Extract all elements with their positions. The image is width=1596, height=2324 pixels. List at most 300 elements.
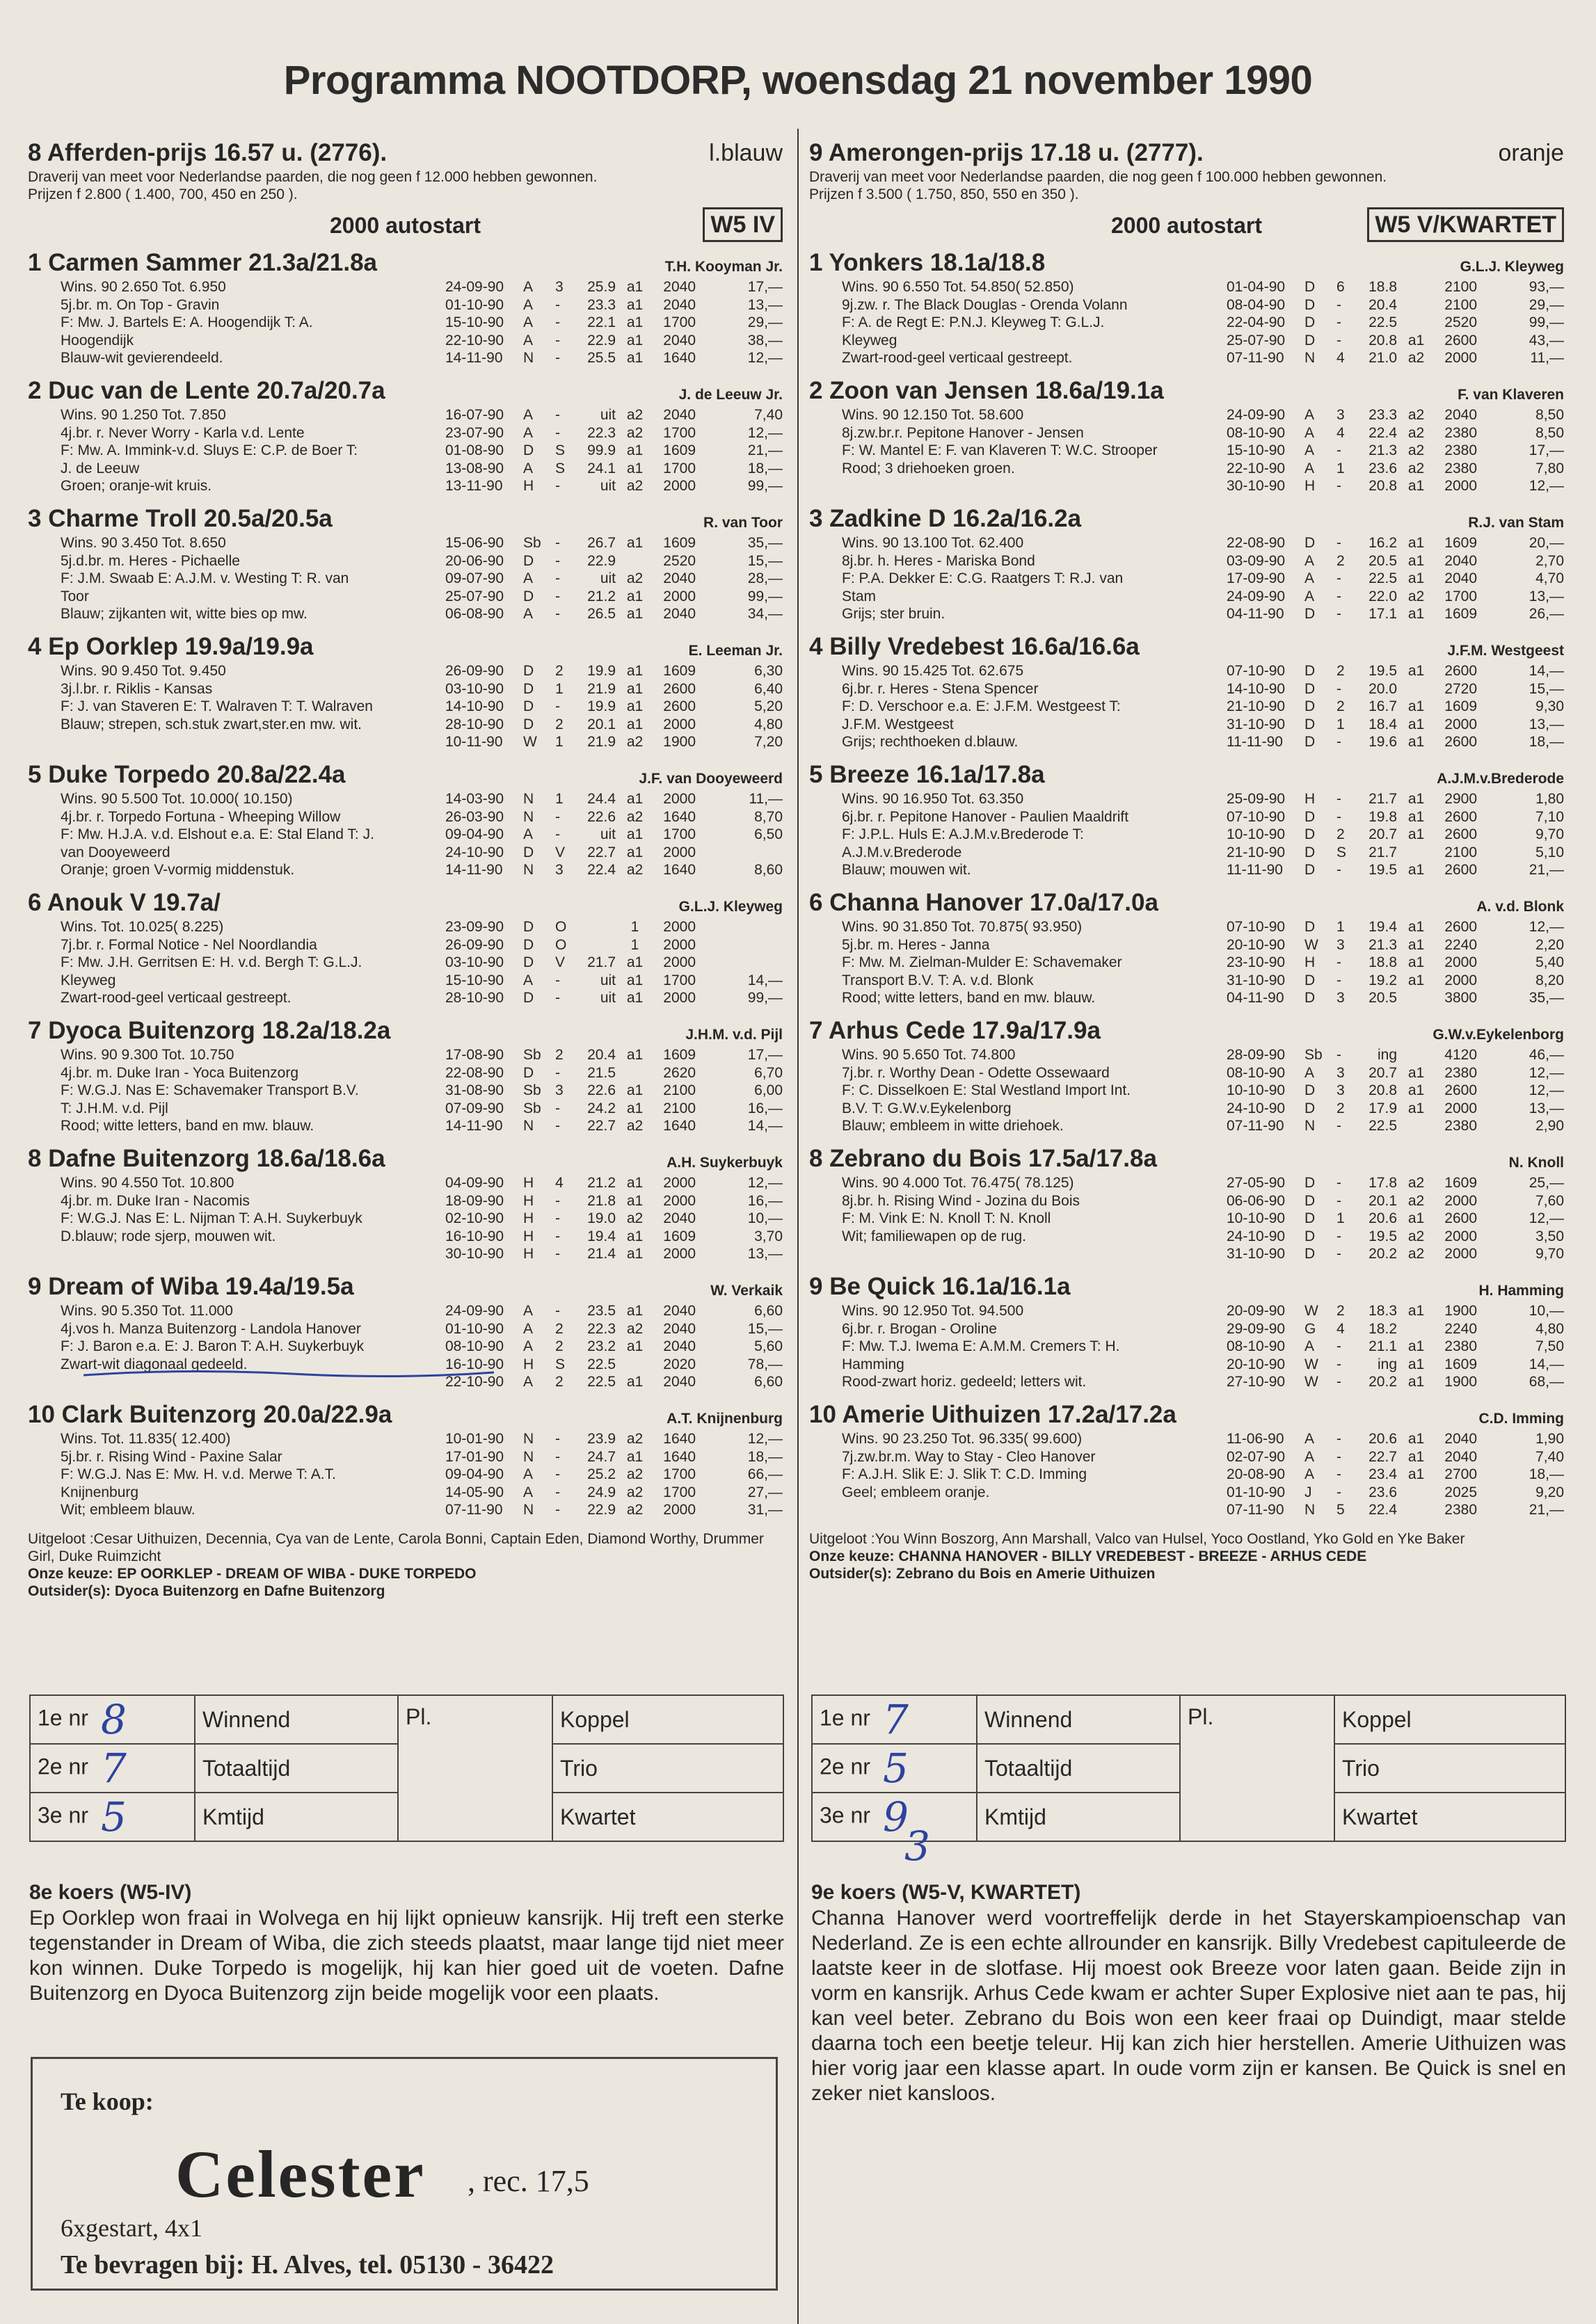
horse-info bbox=[842, 790, 1252, 879]
ad-horse-name: Celester bbox=[175, 2137, 426, 2211]
form-row bbox=[445, 861, 783, 879]
horse-info bbox=[61, 406, 471, 495]
form-row bbox=[445, 1320, 783, 1338]
form-cell: 7,40 bbox=[754, 407, 783, 423]
form-cell: 12,— bbox=[1529, 478, 1564, 495]
form-cell: - bbox=[1336, 972, 1341, 988]
form-cell: 23-10-90 bbox=[1227, 954, 1286, 971]
form-cell: a1 bbox=[1407, 606, 1425, 623]
form-cell: 1 bbox=[630, 919, 639, 935]
info-line: F: Mw. A. Immink-v.d. Sluys E: C.P. de Boer T: bbox=[61, 442, 358, 459]
race-footer bbox=[809, 1530, 1564, 1582]
form-row bbox=[445, 844, 783, 862]
form-cell: H bbox=[523, 478, 534, 495]
form-cell: - bbox=[555, 570, 560, 587]
form-cell: 1609 bbox=[1444, 1175, 1477, 1191]
form-cell: W bbox=[1304, 1374, 1318, 1391]
entries-list bbox=[809, 249, 1564, 1529]
form-cell: D bbox=[1304, 663, 1316, 679]
keuze-line bbox=[28, 1565, 783, 1582]
horse-info bbox=[842, 406, 1252, 477]
form-cell: 23.2 bbox=[587, 1338, 616, 1355]
horse-name: 9 Be Quick 16.1a/16.1a bbox=[809, 1273, 1071, 1300]
form-cell: 3 bbox=[555, 862, 564, 879]
form-cell: - bbox=[1336, 570, 1341, 587]
form-cell: 34,— bbox=[747, 606, 783, 623]
form-cell: a1 bbox=[626, 442, 644, 459]
form-cell: 02-10-90 bbox=[445, 1210, 504, 1227]
info-line: 7j.br. r. Formal Notice - Nel Noordlandia bbox=[61, 936, 317, 953]
form-cell: 19.5 bbox=[1368, 862, 1397, 879]
form-cell: 2900 bbox=[1444, 791, 1477, 807]
form-cell: - bbox=[1336, 1175, 1341, 1191]
form-cell: 07-11-90 bbox=[445, 1502, 503, 1518]
info-line: Hoogendijk bbox=[61, 332, 134, 348]
form-cell: 4,80 bbox=[754, 716, 783, 732]
horse-info bbox=[61, 534, 471, 623]
trainer: A.H. Suykerbuyk bbox=[667, 1155, 783, 1171]
form-cell: 4 bbox=[1336, 1320, 1345, 1337]
form-row bbox=[1227, 1430, 1564, 1448]
form-cell bbox=[696, 844, 783, 862]
form-row bbox=[1227, 1064, 1564, 1082]
form-cell: 99,— bbox=[747, 990, 783, 1007]
result-label-1: 1e nr bbox=[38, 1705, 88, 1731]
form-cell: a2 bbox=[1407, 1246, 1425, 1263]
info-line: 4j.br. m. Duke Iran - Yoca Buitenzorg bbox=[61, 1064, 299, 1081]
form-cell: 1609 bbox=[663, 442, 696, 459]
form-cell: 2000 bbox=[663, 990, 696, 1007]
form-row bbox=[445, 570, 783, 588]
entries-list bbox=[28, 249, 783, 1529]
form-cell: 7,60 bbox=[1535, 1192, 1564, 1209]
form-cell: 2 bbox=[555, 663, 564, 679]
info-line: Grijs; ster bruin. bbox=[842, 606, 945, 623]
form-cell bbox=[696, 954, 783, 972]
form-cell: 1,90 bbox=[1535, 1431, 1564, 1447]
keuze-label: Onze keuze: bbox=[28, 1566, 113, 1582]
form-cell: - bbox=[555, 1466, 560, 1483]
form-cell: 2380 bbox=[1444, 1502, 1477, 1518]
form-cell: 1609 bbox=[663, 535, 696, 551]
form-cell: A bbox=[523, 606, 534, 623]
trainer: J.H.M. v.d. Pijl bbox=[685, 1027, 783, 1043]
form-cell: - bbox=[1336, 314, 1341, 331]
form-row bbox=[445, 698, 783, 716]
form-row bbox=[1227, 716, 1564, 734]
form-cell: 17-01-90 bbox=[445, 1448, 504, 1465]
form-cell bbox=[1397, 844, 1435, 862]
handwritten-4: 3 bbox=[904, 1822, 930, 1870]
form-cell: W bbox=[1304, 1356, 1318, 1372]
form-cell: A bbox=[1304, 570, 1315, 587]
form-cell: D bbox=[1304, 808, 1316, 825]
info-line: Wins. 90 13.100 Tot. 62.400 bbox=[842, 535, 1024, 551]
form-cell: 28-10-90 bbox=[445, 990, 504, 1007]
race-prize-line: Prijzen f 3.500 ( 1.750, 850, 550 en 350 ). bbox=[809, 186, 1079, 202]
form-cell: a2 bbox=[626, 1210, 644, 1227]
form-cell: 29-09-90 bbox=[1227, 1320, 1286, 1337]
form-cell: 11,— bbox=[1530, 350, 1564, 367]
race-column-left bbox=[28, 139, 783, 1600]
form-cell: 1640 bbox=[663, 350, 696, 367]
horse-info bbox=[61, 278, 471, 367]
form-cell: D bbox=[523, 844, 534, 860]
form-cell: 2600 bbox=[1444, 1082, 1477, 1099]
form-cell: 1 bbox=[630, 936, 639, 953]
form-cell: a1 bbox=[1407, 826, 1425, 843]
form-cell: 10-10-90 bbox=[1227, 826, 1286, 843]
info-line: Wins. Tot. 11.835( 12.400) bbox=[61, 1431, 231, 1447]
info-line: Wins. 90 12.150 Tot. 58.600 bbox=[842, 407, 1024, 423]
form-cell: N bbox=[523, 808, 534, 825]
info-line: Wins. 90 9.300 Tot. 10.750 bbox=[61, 1047, 234, 1063]
info-line: Knijnenburg bbox=[61, 1484, 139, 1500]
form-row bbox=[445, 662, 783, 680]
info-line: D.blauw; rode sjerp, mouwen wit. bbox=[61, 1228, 276, 1244]
entry bbox=[28, 633, 783, 761]
form-cell: - bbox=[1336, 1246, 1341, 1263]
form-cell: a1 bbox=[1407, 478, 1425, 495]
form-cell: A bbox=[523, 1320, 534, 1337]
form-cell: - bbox=[1336, 332, 1341, 348]
form-cell: D bbox=[523, 936, 534, 953]
form-cell: - bbox=[555, 1192, 560, 1209]
form-cell: 11-11-90 bbox=[1227, 734, 1283, 751]
prediction-title: 9e koers (W5-V, KWARTET) bbox=[811, 1881, 1081, 1904]
info-line: F: W.G.J. Nas E: L. Nijman T: A.H. Suykerbuyk bbox=[61, 1210, 362, 1227]
form-cell: 2720 bbox=[1444, 680, 1477, 697]
form-cell: 21.7 bbox=[1368, 791, 1397, 807]
form-row bbox=[445, 826, 783, 844]
form-cell: - bbox=[555, 424, 560, 441]
form-cell: D bbox=[1304, 332, 1316, 348]
form-cell: a2 bbox=[1407, 1228, 1425, 1244]
horse-name: 5 Duke Torpedo 20.8a/22.4a bbox=[28, 761, 346, 788]
form-cell: V bbox=[555, 954, 566, 971]
info-line: Kleyweg bbox=[842, 332, 897, 348]
info-line: Wins. 90 5.350 Tot. 11.000 bbox=[61, 1303, 233, 1319]
form-cell: a2 bbox=[1407, 407, 1425, 423]
form-cell: A bbox=[1304, 442, 1315, 459]
form-cell: D bbox=[523, 919, 534, 935]
form-cell: 2000 bbox=[663, 716, 696, 732]
race-start: 2000 autostart bbox=[330, 213, 481, 238]
info-line: 4j.br. r. Never Worry - Karla v.d. Lente bbox=[61, 424, 305, 441]
form-cell: 2000 bbox=[663, 844, 696, 860]
trainer: C.D. Imming bbox=[1478, 1411, 1564, 1427]
form-cell: 25.9 bbox=[587, 279, 616, 295]
form-cell: ing bbox=[1377, 1047, 1397, 1063]
race-heading-row bbox=[809, 139, 1564, 167]
form-cell bbox=[696, 918, 783, 936]
handwritten-3: 5 bbox=[100, 1793, 127, 1841]
form-cell: 2600 bbox=[1444, 826, 1477, 843]
form-cell: 08-10-90 bbox=[1227, 424, 1286, 441]
form-cell: 04-11-90 bbox=[1227, 990, 1284, 1007]
form-cell: 14,— bbox=[747, 1118, 783, 1135]
form-cell: 1640 bbox=[663, 862, 696, 879]
info-line: Blauw-wit gevierendeeld. bbox=[61, 350, 223, 367]
form-cell: 2040 bbox=[1444, 1431, 1477, 1447]
form-cell: 14,— bbox=[1529, 1356, 1564, 1372]
form-cell: H bbox=[523, 1228, 534, 1244]
result-label-2: 2e nr bbox=[820, 1754, 870, 1779]
form-cell: 2380 bbox=[1444, 1064, 1477, 1081]
form-cell: 22.6 bbox=[587, 808, 616, 825]
info-line: F: C. Disselkoen E: Stal Westland Import Int. bbox=[842, 1082, 1131, 1099]
form-cell: 20.0 bbox=[1368, 680, 1397, 697]
horse-name: 10 Amerie Uithuizen 17.2a/17.2a bbox=[809, 1401, 1176, 1428]
form-cell: - bbox=[555, 588, 560, 604]
form-cell: 7,80 bbox=[1535, 460, 1564, 476]
form-cell: 12,— bbox=[747, 1431, 783, 1447]
form-row bbox=[445, 534, 783, 552]
race-bet-type: W5 IV bbox=[703, 207, 783, 242]
form-row bbox=[445, 442, 783, 460]
prediction-title: 8e koers (W5-IV) bbox=[29, 1881, 192, 1904]
handwritten-2: 7 bbox=[100, 1745, 127, 1792]
form-cell: a1 bbox=[626, 954, 644, 971]
form-cell: - bbox=[1336, 1356, 1341, 1372]
entry bbox=[28, 761, 783, 889]
form-cell: 2000 bbox=[663, 1246, 696, 1263]
horse-name: 9 Dream of Wiba 19.4a/19.5a bbox=[28, 1273, 354, 1300]
result-cell-1 bbox=[30, 1695, 195, 1744]
form-row bbox=[1227, 314, 1564, 332]
form-cell: - bbox=[1336, 535, 1341, 551]
form-cell: H bbox=[1304, 791, 1316, 807]
form-cell: 19.9 bbox=[587, 698, 616, 715]
form-row bbox=[1227, 1302, 1564, 1320]
form-cell: 2 bbox=[555, 1047, 564, 1063]
form-cell: a1 bbox=[1407, 1356, 1425, 1372]
form-cell: 26,— bbox=[1529, 606, 1564, 623]
form-cell: 16-10-90 bbox=[445, 1356, 504, 1372]
form-cell: 16-07-90 bbox=[445, 407, 504, 423]
form-cell: 22-04-90 bbox=[1227, 314, 1286, 331]
form-cell: 2 bbox=[555, 1338, 564, 1355]
form-row bbox=[445, 790, 783, 808]
form-cell: a1 bbox=[1407, 1448, 1425, 1465]
form-cell: 16,— bbox=[747, 1100, 783, 1116]
form-cell: 2000 bbox=[663, 954, 696, 971]
info-line: 5j.br. m. Heres - Janna bbox=[842, 936, 990, 953]
form-cell: - bbox=[1336, 1484, 1341, 1500]
form-lines bbox=[1227, 406, 1564, 495]
info-line: F: W.G.J. Nas E: Schavemaker Transport B.V. bbox=[61, 1082, 359, 1099]
form-row bbox=[1227, 680, 1564, 698]
horse-info bbox=[842, 1430, 1252, 1501]
info-line: Wins. 90 16.950 Tot. 63.350 bbox=[842, 791, 1024, 807]
form-cell: W bbox=[523, 734, 537, 751]
form-row bbox=[1227, 1484, 1564, 1502]
form-cell: 1609 bbox=[663, 1047, 696, 1063]
form-cell: 2240 bbox=[1444, 936, 1477, 953]
form-cell bbox=[1397, 278, 1435, 296]
form-cell: 24.9 bbox=[587, 1484, 616, 1500]
info-line: F: Mw. J. Bartels E: A. Hoogendijk T: A. bbox=[61, 314, 313, 331]
race-heading: 8 Afferden-prijs 16.57 u. (2776). bbox=[28, 139, 388, 166]
form-cell: 2040 bbox=[663, 1210, 696, 1227]
form-cell: 20.8 bbox=[1368, 332, 1397, 348]
race-description bbox=[28, 168, 783, 203]
form-cell: 22.0 bbox=[1368, 588, 1397, 604]
form-cell: 22.5 bbox=[587, 1356, 616, 1372]
form-cell: - bbox=[555, 606, 560, 623]
result-cell-3 bbox=[812, 1793, 977, 1841]
trio-label: Trio bbox=[1334, 1744, 1565, 1793]
result-cell-2 bbox=[812, 1744, 977, 1793]
horse-info bbox=[842, 278, 1252, 367]
form-cell: 2100 bbox=[1444, 279, 1477, 295]
outsider-label: Outsider(s): bbox=[809, 1566, 893, 1582]
form-cell: 2040 bbox=[1444, 1448, 1477, 1465]
result-table-right bbox=[811, 1694, 1566, 1842]
form-cell: 22-10-90 bbox=[445, 1374, 504, 1391]
form-cell: 1700 bbox=[663, 972, 696, 988]
form-cell: A bbox=[1304, 460, 1315, 476]
horse-name: 8 Zebrano du Bois 17.5a/17.8a bbox=[809, 1145, 1157, 1172]
form-cell: 5 bbox=[1336, 1502, 1345, 1518]
horse-info bbox=[61, 1174, 471, 1245]
form-cell: 1 bbox=[555, 680, 564, 697]
form-cell: a1 bbox=[1407, 936, 1425, 953]
form-cell: 22-10-90 bbox=[1227, 460, 1286, 476]
form-cell: 2 bbox=[1336, 1303, 1345, 1319]
form-cell: 15,— bbox=[1529, 680, 1564, 697]
form-row bbox=[445, 1430, 783, 1448]
form-row bbox=[445, 1448, 783, 1466]
form-cell: N bbox=[523, 1502, 534, 1518]
form-cell: a2 bbox=[1407, 1192, 1425, 1209]
info-line: J. de Leeuw bbox=[61, 460, 140, 476]
form-cell: 30-10-90 bbox=[1227, 478, 1286, 495]
form-row bbox=[1227, 349, 1564, 367]
form-cell: 2 bbox=[1336, 1100, 1345, 1116]
info-line: Wins. Tot. 10.025( 8.225) bbox=[61, 919, 224, 935]
form-row bbox=[1227, 1320, 1564, 1338]
form-cell: 31-08-90 bbox=[445, 1082, 504, 1099]
form-row bbox=[1227, 296, 1564, 314]
form-cell: - bbox=[555, 332, 560, 348]
form-cell: 27-10-90 bbox=[1227, 1374, 1286, 1391]
form-cell: 1700 bbox=[663, 1466, 696, 1483]
form-cell: a1 bbox=[1407, 1466, 1425, 1483]
info-line: 8j.br. h. Rising Wind - Jozina du Bois bbox=[842, 1192, 1080, 1209]
form-cell: a1 bbox=[626, 1175, 644, 1191]
form-cell: 2600 bbox=[1444, 862, 1477, 879]
form-cell: D bbox=[1304, 314, 1316, 331]
horse-info bbox=[842, 534, 1252, 623]
form-cell: N bbox=[523, 1431, 534, 1447]
form-cell: 22-08-90 bbox=[445, 1064, 504, 1081]
form-cell: D bbox=[1304, 919, 1316, 935]
result-label-3: 3e nr bbox=[38, 1802, 88, 1828]
kmtijd-label: Kmtijd bbox=[977, 1793, 1180, 1841]
form-cell: 01-10-90 bbox=[445, 1320, 504, 1337]
form-cell: 9,70 bbox=[1535, 1246, 1564, 1263]
form-cell: D bbox=[523, 716, 534, 732]
form-cell: D bbox=[523, 954, 534, 971]
form-cell: a1 bbox=[626, 1246, 644, 1263]
form-lines bbox=[445, 278, 783, 367]
form-cell: A bbox=[523, 1374, 534, 1391]
form-row bbox=[445, 1117, 783, 1135]
form-row bbox=[1227, 1100, 1564, 1118]
form-cell: a2 bbox=[1407, 1175, 1425, 1191]
form-cell: A bbox=[1304, 407, 1315, 423]
form-row bbox=[1227, 918, 1564, 936]
handwritten-1: 7 bbox=[882, 1696, 909, 1743]
form-cell: A bbox=[1304, 1466, 1315, 1483]
form-row bbox=[445, 1082, 783, 1100]
form-cell: - bbox=[555, 990, 560, 1007]
form-cell: 24-10-90 bbox=[1227, 1228, 1286, 1244]
form-row bbox=[1227, 442, 1564, 460]
form-cell: 19.0 bbox=[587, 1210, 616, 1227]
form-cell: 11-11-90 bbox=[1227, 862, 1283, 879]
form-cell: - bbox=[1336, 296, 1341, 313]
horse-info bbox=[61, 1430, 471, 1519]
form-cell: 2600 bbox=[1444, 808, 1477, 825]
info-line: Wins. 90 2.650 Tot. 6.950 bbox=[61, 279, 226, 295]
info-line: 6j.br. r. Heres - Stena Spencer bbox=[842, 680, 1039, 697]
form-cell: 20.6 bbox=[1368, 1210, 1397, 1227]
form-cell: 23.9 bbox=[587, 1431, 616, 1447]
form-cell: 1700 bbox=[663, 314, 696, 331]
form-lines bbox=[1227, 1046, 1564, 1135]
form-cell: 14,— bbox=[747, 972, 783, 988]
info-line: Stam bbox=[842, 588, 877, 604]
form-cell: 6 bbox=[1336, 279, 1345, 295]
form-cell: 27-05-90 bbox=[1227, 1175, 1286, 1191]
kwartet-label: Kwartet bbox=[552, 1793, 783, 1841]
trainer: A.T. Knijnenburg bbox=[667, 1411, 783, 1427]
form-cell: 14-03-90 bbox=[445, 791, 504, 807]
form-row bbox=[1227, 605, 1564, 623]
form-row bbox=[445, 972, 783, 990]
form-cell: a1 bbox=[626, 332, 644, 348]
horse-name: 6 Channa Hanover 17.0a/17.0a bbox=[809, 889, 1158, 916]
result-cell-1 bbox=[812, 1695, 977, 1744]
form-cell: 2600 bbox=[663, 698, 696, 715]
form-cell: a1 bbox=[626, 1374, 644, 1391]
form-cell: 2000 bbox=[1444, 1192, 1477, 1209]
info-line: Wins. 90 15.425 Tot. 62.675 bbox=[842, 663, 1024, 679]
form-cell: 12,— bbox=[1529, 1082, 1564, 1099]
form-cell: 2600 bbox=[1444, 663, 1477, 679]
form-cell: 22.5 bbox=[1368, 570, 1397, 587]
result-label-3: 3e nr bbox=[820, 1802, 870, 1828]
handwritten-1: 8 bbox=[100, 1696, 127, 1743]
form-cell: Sb bbox=[1304, 1047, 1323, 1063]
form-row bbox=[445, 349, 783, 367]
pl-label: Pl. bbox=[1180, 1695, 1334, 1841]
form-cell: 15-10-90 bbox=[1227, 442, 1286, 459]
entry bbox=[28, 1273, 783, 1401]
form-cell: 24-10-90 bbox=[445, 844, 504, 860]
form-cell: D bbox=[1304, 1100, 1316, 1116]
form-cell: uit bbox=[600, 407, 616, 423]
form-cell: 2040 bbox=[663, 1374, 696, 1391]
form-cell: 2,20 bbox=[1535, 936, 1564, 953]
form-cell: 2100 bbox=[663, 1082, 696, 1099]
form-cell: N bbox=[523, 350, 534, 367]
form-cell: 26.5 bbox=[587, 606, 616, 623]
form-row bbox=[445, 1192, 783, 1210]
form-cell: 2000 bbox=[663, 936, 696, 953]
